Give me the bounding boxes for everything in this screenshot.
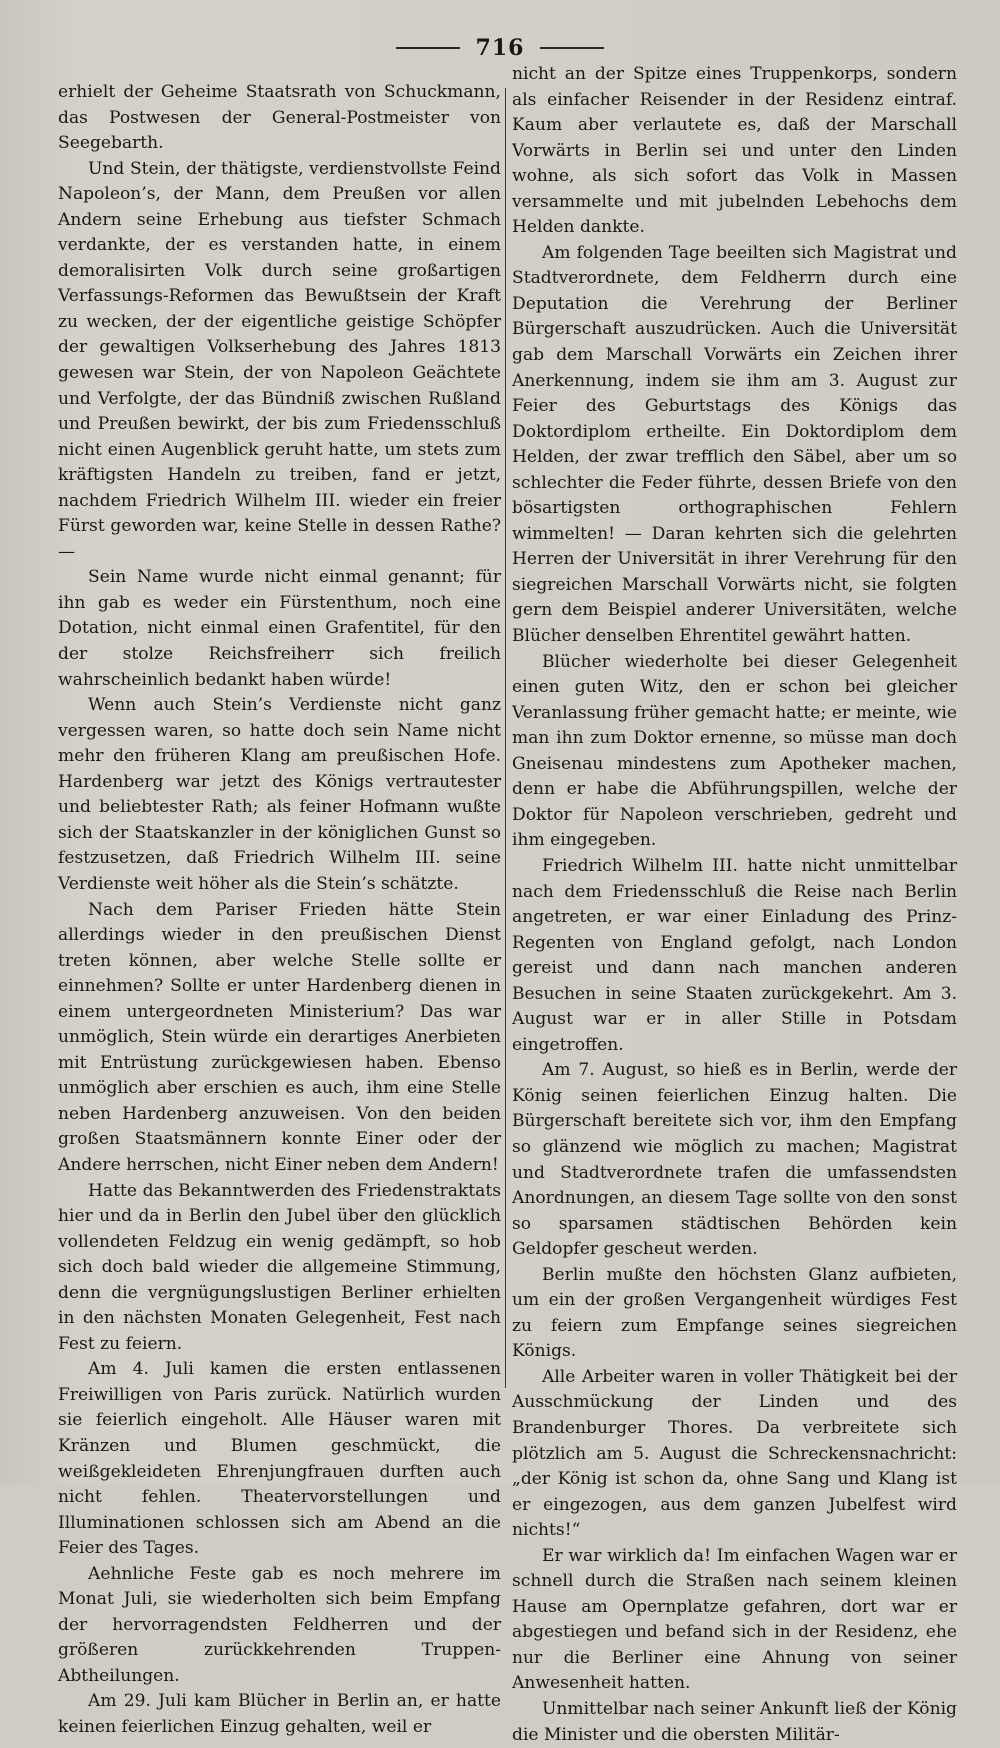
left-paragraph-5: Nach dem Pariser Frieden hätte Stein allerdings wieder in den preußischen Dienst treten können, aber welche Stelle sollte er einnehmen? Sollte er unter Hardenberg dienen in einem untergeordneten Ministerium? Das war unmöglich, Stein würde ein derartiges Anerbieten mit Entrüstung zurückgewiesen haben. Ebenso unmöglich aber erschien es auch, ihm eine Stelle neben Hardenberg anzuweisen. Von den beiden großen Staatsmännern konnte Einer oder der Andere herrschen, nicht Einer neben dem Andern!	[58, 899, 501, 1175]
right-paragraph-1: nicht an der Spitze eines Truppenkorps, sondern als einfacher Reisender in der Residenz eintraf. Kaum aber verlautete es, daß der Marschall Vorwärts in Berlin sei und unter den Linden wohne, als sich sofort das Volk in Massen versammelte und mit jubelnden Lebehochs dem Helden dankte.	[512, 64, 957, 238]
right-column	[512, 62, 957, 1745]
left-paragraph-8: Aehnliche Feste gab es noch mehrere im Monat Juli, sie wiederholten sich beim Empfang der hervorragendsten Feldherren und der größeren zurückkehrenden Truppen-Abtheilungen.	[58, 1563, 501, 1686]
left-column	[58, 80, 501, 1737]
right-paragraph-2: Am folgenden Tage beeilten sich Magistrat und Stadtverordnete, dem Feldherrn durch eine Deputation die Verehrung der Berliner Bürgerschaft auszudrücken. Auch die Universität gab dem Marschall Vorwärts ein Zeichen ihrer Anerkennung, indem sie ihm am 3. August zur Feier des Geburtstags des Königs das Doktordiplom ertheilte. Ein Doktordiplom dem Helden, der zwar trefflich den Säbel, aber um so schlechter die Feder führte, dessen Briefe von den bösartigsten orthographischen Fehlern wimmelten! — Daran kehrten sich die gelehrten Herren der Universität in ihrer Verehrung für den siegreichen Marschall Vorwärts nicht, sie folgten gern dem Beispiel anderer Universitäten, welche Blücher denselben Ehrentitel gewährt hatten.	[512, 242, 957, 647]
left-paragraph-3: Sein Name wurde nicht einmal genannt; für ihn gab es weder ein Fürstenthum, noch eine Dotation, nicht einmal einen Grafentitel, für den der stolze Reichsfreiherr sich freilich wahrscheinlich bedankt haben würde!	[58, 567, 501, 690]
right-paragraph-3: Blücher wiederholte bei dieser Gelegenheit einen guten Witz, den er schon bei gleicher Veranlassung früher gemacht hatte; er meinte, wie man ihn zum Doktor ernenne, so müsse man doch Gneisenau mindestens zum Apotheker machen, denn er habe die Abführungspillen, welche der Doktor für Napoleon verschrieben, gedreht und ihm eingegeben.	[512, 651, 957, 851]
right-paragraph-7: Alle Arbeiter waren in voller Thätigkeit bei der Ausschmückung der Linden und des Brandenburger Thores. Da verbreitete sich plötzlich am 5. August die Schreckensnachricht: „der König ist schon da, ohne Sang und Klang ist er eingezogen, aus dem ganzen Jubelfest wird nichts!“	[512, 1366, 957, 1541]
left-paragraph-1: erhielt der Geheime Staatsrath von Schuckmann, das Postwesen der General-Postmeister von Seegebarth.	[58, 82, 501, 154]
right-paragraph-9: Unmittelbar nach seiner Ankunft ließ der König die Minister und die obersten Militär-	[512, 1699, 957, 1745]
page-number: 716	[475, 35, 525, 61]
left-paragraph-2: Und Stein, der thätigste, verdienstvollste Feind Napoleon’s, der Mann, dem Preußen vor allen Andern seine Erhebung aus tiefster Schmach verdankte, der es verstanden hatte, in einem demoralisirten Volk durch seine großartigen Verfassungs-Reformen das Bewußtsein der Kraft zu wecken, der der eigentliche geistige Schöpfer der gewaltigen Volkserhebung des Jahres 1813 gewesen war Stein, der von Napoleon Geächtete und Verfolgte, der das Bündniß zwischen Rußland und Preußen bewirkt, der bis zum Friedensschluß nicht einen Augenblick geruht hatte, um stets zum kräftigsten Handeln zu treiben, fand er jetzt, nachdem Friedrich Wilhelm III. wieder ein freier Fürst geworden war, keine Stelle in dessen Rathe? —	[58, 158, 501, 562]
header-rule-left	[396, 47, 460, 49]
column-divider	[505, 88, 506, 1388]
header-rule-right	[540, 47, 604, 49]
right-paragraph-6: Berlin mußte den höchsten Glanz aufbieten, um ein der großen Vergangenheit würdiges Fest zu feiern zum Empfange seines siegreichen Königs.	[512, 1264, 957, 1362]
page-header	[0, 30, 1000, 66]
left-paragraph-9: Am 29. Juli kam Blücher in Berlin an, er hatte keinen feierlichen Einzug gehalten, weil er	[58, 1691, 501, 1737]
right-paragraph-4: Friedrich Wilhelm III. hatte nicht unmittelbar nach dem Friedensschluß die Reise nach Berlin angetreten, er war einer Einladung des Prinz-Regenten von England gefolgt, nach London gereist und dann nach manchen anderen Besuchen in seine Staaten zurückgekehrt. Am 3. August war er in aller Stille in Potsdam eingetroffen.	[512, 855, 957, 1055]
right-paragraph-8: Er war wirklich da! Im einfachen Wagen war er schnell durch die Straßen nach seinem kleinen Hause am Opernplatze gefahren, dort war er abgestiegen und befand sich in der Residenz, ehe nur die Berliner eine Ahnung von seiner Anwesenheit hatten.	[512, 1545, 957, 1694]
left-paragraph-6: Hatte das Bekanntwerden des Friedenstraktats hier und da in Berlin den Jubel über den glücklich vollendeten Feldzug ein wenig gedämpft, so hob sich doch bald wieder die allgemeine Stimmung, denn die vergnügungslustigen Berliner erhielten in den nächsten Monaten Gelegenheit, Fest nach Fest zu feiern.	[58, 1180, 501, 1354]
left-paragraph-7: Am 4. Juli kamen die ersten entlassenen Freiwilligen von Paris zurück. Natürlich wurden sie feierlich eingeholt. Alle Häuser waren mit Kränzen und Blumen geschmückt, die weißgekleideten Ehrenjungfrauen durften auch nicht fehlen. Theatervorstellungen und Illuminationen schlossen sich am Abend an die Feier des Tages.	[58, 1359, 501, 1559]
left-paragraph-4: Wenn auch Stein’s Verdienste nicht ganz vergessen waren, so hatte doch sein Name nicht mehr den früheren Klang am preußischen Hofe. Hardenberg war jetzt des Königs vertrautester und beliebtester Rath; als feiner Hofmann wußte sich der Staatskanzler in der königlichen Gunst so festzusetzen, daß Friedrich Wilhelm III. seine Verdienste weit höher als die Stein’s schätzte.	[58, 695, 501, 894]
right-paragraph-5: Am 7. August, so hieß es in Berlin, werde der König seinen feierlichen Einzug halten. Die Bürgerschaft bereitete sich vor, ihm den Empfang so glänzend wie möglich zu machen; Magistrat und Stadtverordnete trafen die umfassendsten Anordnungen, an diesem Tage sollte von den sonst so sparsamen städtischen Behörden kein Geldopfer gescheut werden.	[512, 1060, 957, 1260]
